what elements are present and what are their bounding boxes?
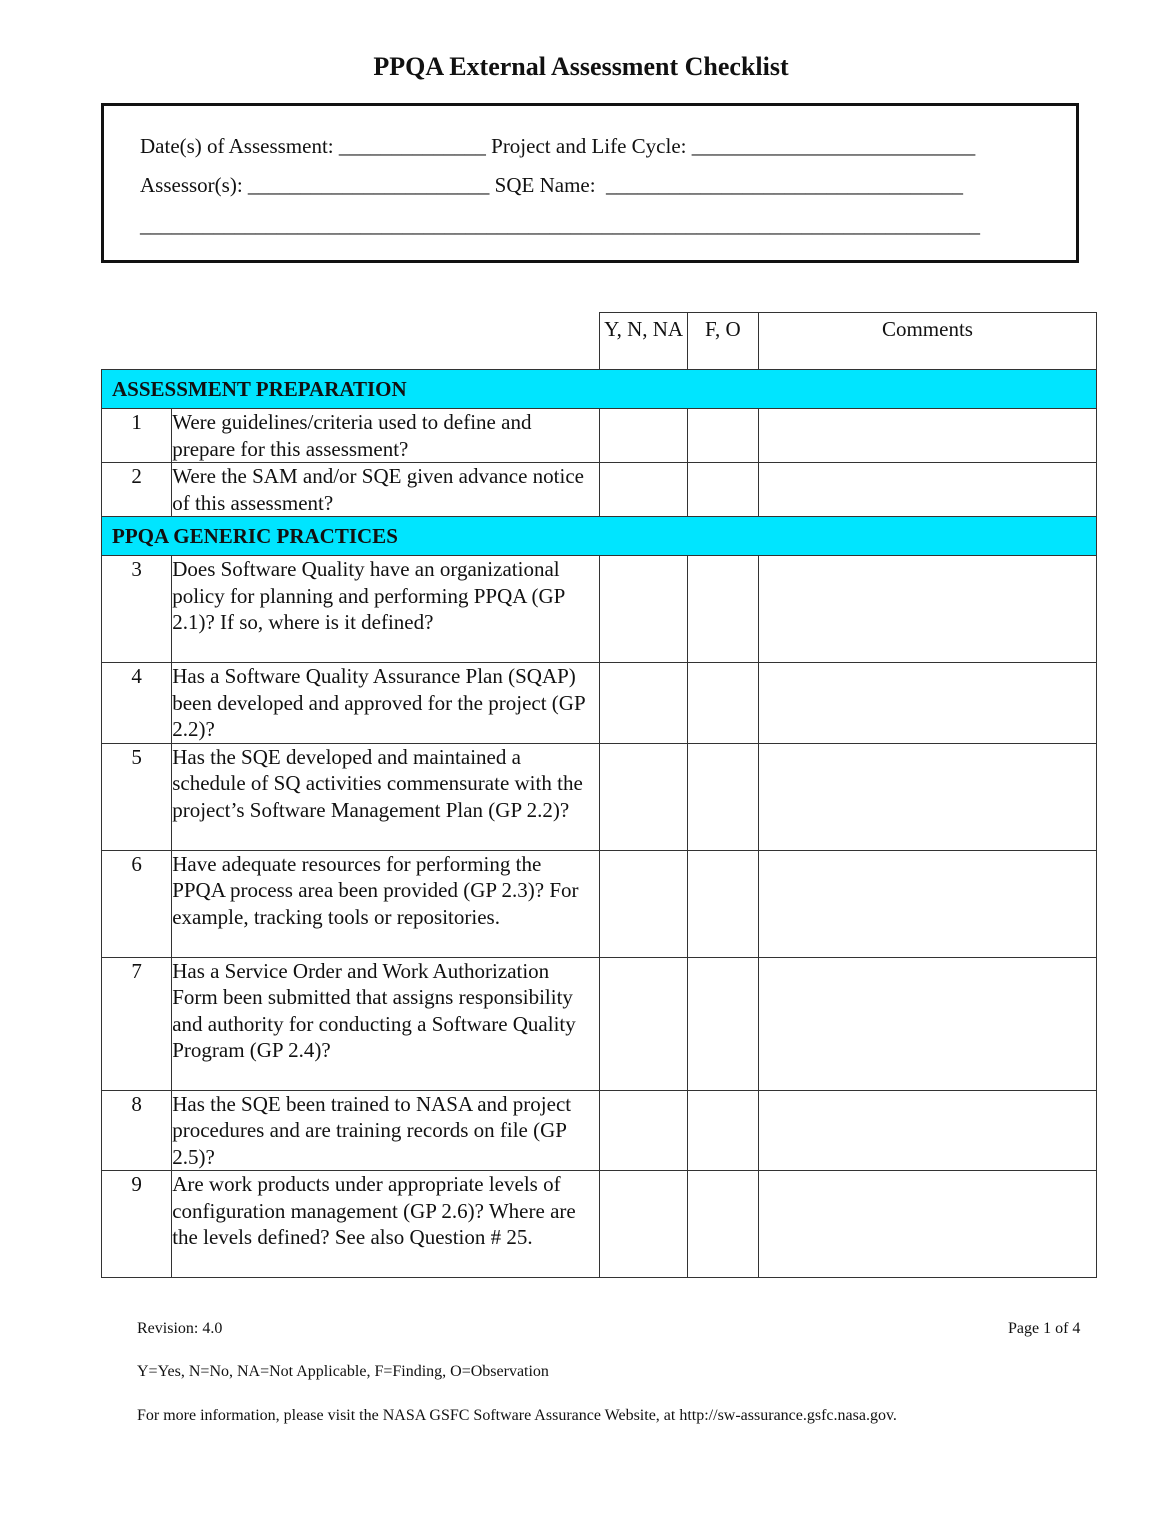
fo-answer-cell[interactable] (687, 957, 758, 1090)
table-row (102, 1090, 1097, 1171)
comments-cell[interactable] (758, 663, 1096, 744)
question-text: Are work products under appropriate levels of configuration management (GP 2.6)? Where are the levels defined? See also Question # 25. (172, 1171, 600, 1278)
section-title: ASSESSMENT PREPARATION (102, 370, 1097, 409)
ynna-answer-cell[interactable] (600, 556, 687, 663)
table-row (102, 663, 1097, 744)
question-number: 2 (102, 463, 172, 517)
question-text: Has the SQE been trained to NASA and project procedures and are training records on file (GP 2.5)? (172, 1090, 600, 1171)
question-number: 7 (102, 957, 172, 1090)
ynna-answer-cell[interactable] (600, 743, 687, 850)
fo-answer-cell[interactable] (687, 743, 758, 850)
blank-entry-line[interactable]: ________________________________________________________________________________ (140, 213, 980, 237)
question-number: 8 (102, 1090, 172, 1171)
comments-column-header: Comments (758, 313, 1096, 370)
question-text: Were the SAM and/or SQE given advance notice of this assessment? (172, 463, 600, 517)
ynna-answer-cell[interactable] (600, 463, 687, 517)
table-row (102, 463, 1097, 517)
comments-cell[interactable] (758, 850, 1096, 957)
table-row (102, 409, 1097, 463)
comments-cell[interactable] (758, 1090, 1096, 1171)
revision-label: Revision: 4.0 (137, 1320, 223, 1337)
question-text: Has a Service Order and Work Authorization Form been submitted that assigns responsibility and authority for conducting a Software Quality Program (GP 2.4)? (172, 957, 600, 1090)
fo-answer-cell[interactable] (687, 1171, 758, 1278)
comments-cell[interactable] (758, 409, 1096, 463)
more-info-note: For more information, please visit the NASA GSFC Software Assurance Website, at http://sw-assurance.gsfc.nasa.gov. (137, 1407, 897, 1424)
question-text: Has the SQE developed and maintained a schedule of SQ activities commensurate with the project’s Software Management Plan (GP 2.2)? (172, 743, 600, 850)
comments-cell[interactable] (758, 463, 1096, 517)
answer-legend: Y=Yes, N=No, NA=Not Applicable, F=Finding, O=Observation (137, 1363, 549, 1380)
section-header-row (102, 370, 1097, 409)
comments-cell[interactable] (758, 743, 1096, 850)
comments-cell[interactable] (758, 957, 1096, 1090)
assessment-dates-project-line[interactable]: Date(s) of Assessment: ______________ Project and Life Cycle: ___________________________ (140, 134, 976, 158)
comments-cell[interactable] (758, 1171, 1096, 1278)
column-header-row (102, 313, 1097, 370)
document-title: PPQA External Assessment Checklist (373, 52, 789, 81)
ynna-column-header: Y, N, NA (600, 313, 687, 370)
comments-cell[interactable] (758, 556, 1096, 663)
table-row (102, 957, 1097, 1090)
question-number: 5 (102, 743, 172, 850)
fo-answer-cell[interactable] (687, 409, 758, 463)
fo-answer-cell[interactable] (687, 463, 758, 517)
question-text: Does Software Quality have an organizational policy for planning and performing PPQA (GP 2.1)? If so, where is it defined? (172, 556, 600, 663)
page-number: Page 1 of 4 (1008, 1320, 1081, 1337)
fo-answer-cell[interactable] (687, 1090, 758, 1171)
table-row (102, 1171, 1097, 1278)
assessor-sqe-line[interactable]: Assessor(s): _______________________ SQE Name: __________________________________ (140, 173, 964, 197)
section-title: PPQA GENERIC PRACTICES (102, 517, 1097, 556)
question-text: Were guidelines/criteria used to define and prepare for this assessment? (172, 409, 600, 463)
checklist-table (101, 312, 1097, 1278)
question-number: 9 (102, 1171, 172, 1278)
fo-answer-cell[interactable] (687, 556, 758, 663)
table-row (102, 850, 1097, 957)
assessment-info-box (101, 103, 1079, 263)
ynna-answer-cell[interactable] (600, 663, 687, 744)
ynna-answer-cell[interactable] (600, 1171, 687, 1278)
ynna-answer-cell[interactable] (600, 957, 687, 1090)
fo-answer-cell[interactable] (687, 850, 758, 957)
ynna-answer-cell[interactable] (600, 409, 687, 463)
section-header-row (102, 517, 1097, 556)
question-text: Has a Software Quality Assurance Plan (SQAP) been developed and approved for the project (GP 2.2)? (172, 663, 600, 744)
ynna-answer-cell[interactable] (600, 850, 687, 957)
table-row (102, 743, 1097, 850)
fo-column-header: F, O (687, 313, 758, 370)
question-number: 3 (102, 556, 172, 663)
question-text: Have adequate resources for performing the PPQA process area been provided (GP 2.3)? For example, tracking tools or repositories. (172, 850, 600, 957)
question-number: 1 (102, 409, 172, 463)
ynna-answer-cell[interactable] (600, 1090, 687, 1171)
blank-header-cell (102, 313, 600, 370)
question-number: 6 (102, 850, 172, 957)
fo-answer-cell[interactable] (687, 663, 758, 744)
table-row (102, 556, 1097, 663)
question-number: 4 (102, 663, 172, 744)
